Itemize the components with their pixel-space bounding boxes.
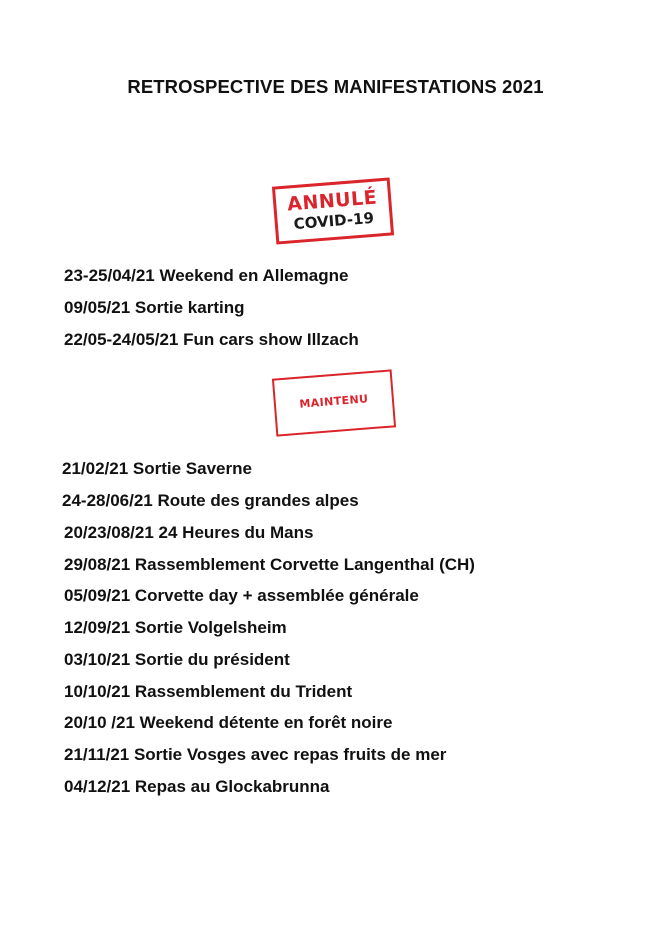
cancelled-event-item: 22/05-24/05/21 Fun cars show Illzach [64,330,359,349]
cancelled-event-item: 23-25/04/21 Weekend en Allemagne [64,266,349,285]
maintained-event-item: 21/11/21 Sortie Vosges avec repas fruits de mer [64,745,447,764]
maintained-event-item: 24-28/06/21 Route des grandes alpes [62,491,359,510]
maintained-event-item: 10/10/21 Rassemblement du Trident [64,682,353,701]
maintained-event-item: 04/12/21 Repas au Glockabrunna [64,777,330,796]
cancelled-stamp-label: ANNULÉ [286,186,378,216]
maintained-event-item: 20/10 /21 Weekend détente en forêt noire [64,713,393,732]
maintained-event-item: 21/02/21 Sortie Saverne [62,459,252,478]
maintained-stamp-label: MAINTENU [298,392,369,411]
maintained-event-item: 05/09/21 Corvette day + assemblée générale [64,586,419,605]
maintained-event-item: 29/08/21 Rassemblement Corvette Langenthal (CH) [64,555,475,574]
maintained-event-item: 12/09/21 Sortie Volgelsheim [64,618,287,637]
page-title: RETROSPECTIVE DES MANIFESTATIONS 2021 [127,76,544,97]
maintained-event-item: 20/23/08/21 24 Heures du Mans [64,523,314,542]
maintained-event-item: 03/10/21 Sortie du président [64,650,290,669]
maintained-stamp [272,369,396,436]
covid-stamp-label: COVID-19 [292,208,375,234]
cancelled-covid-stamp [272,177,394,244]
cancelled-event-item: 09/05/21 Sortie karting [64,298,245,317]
